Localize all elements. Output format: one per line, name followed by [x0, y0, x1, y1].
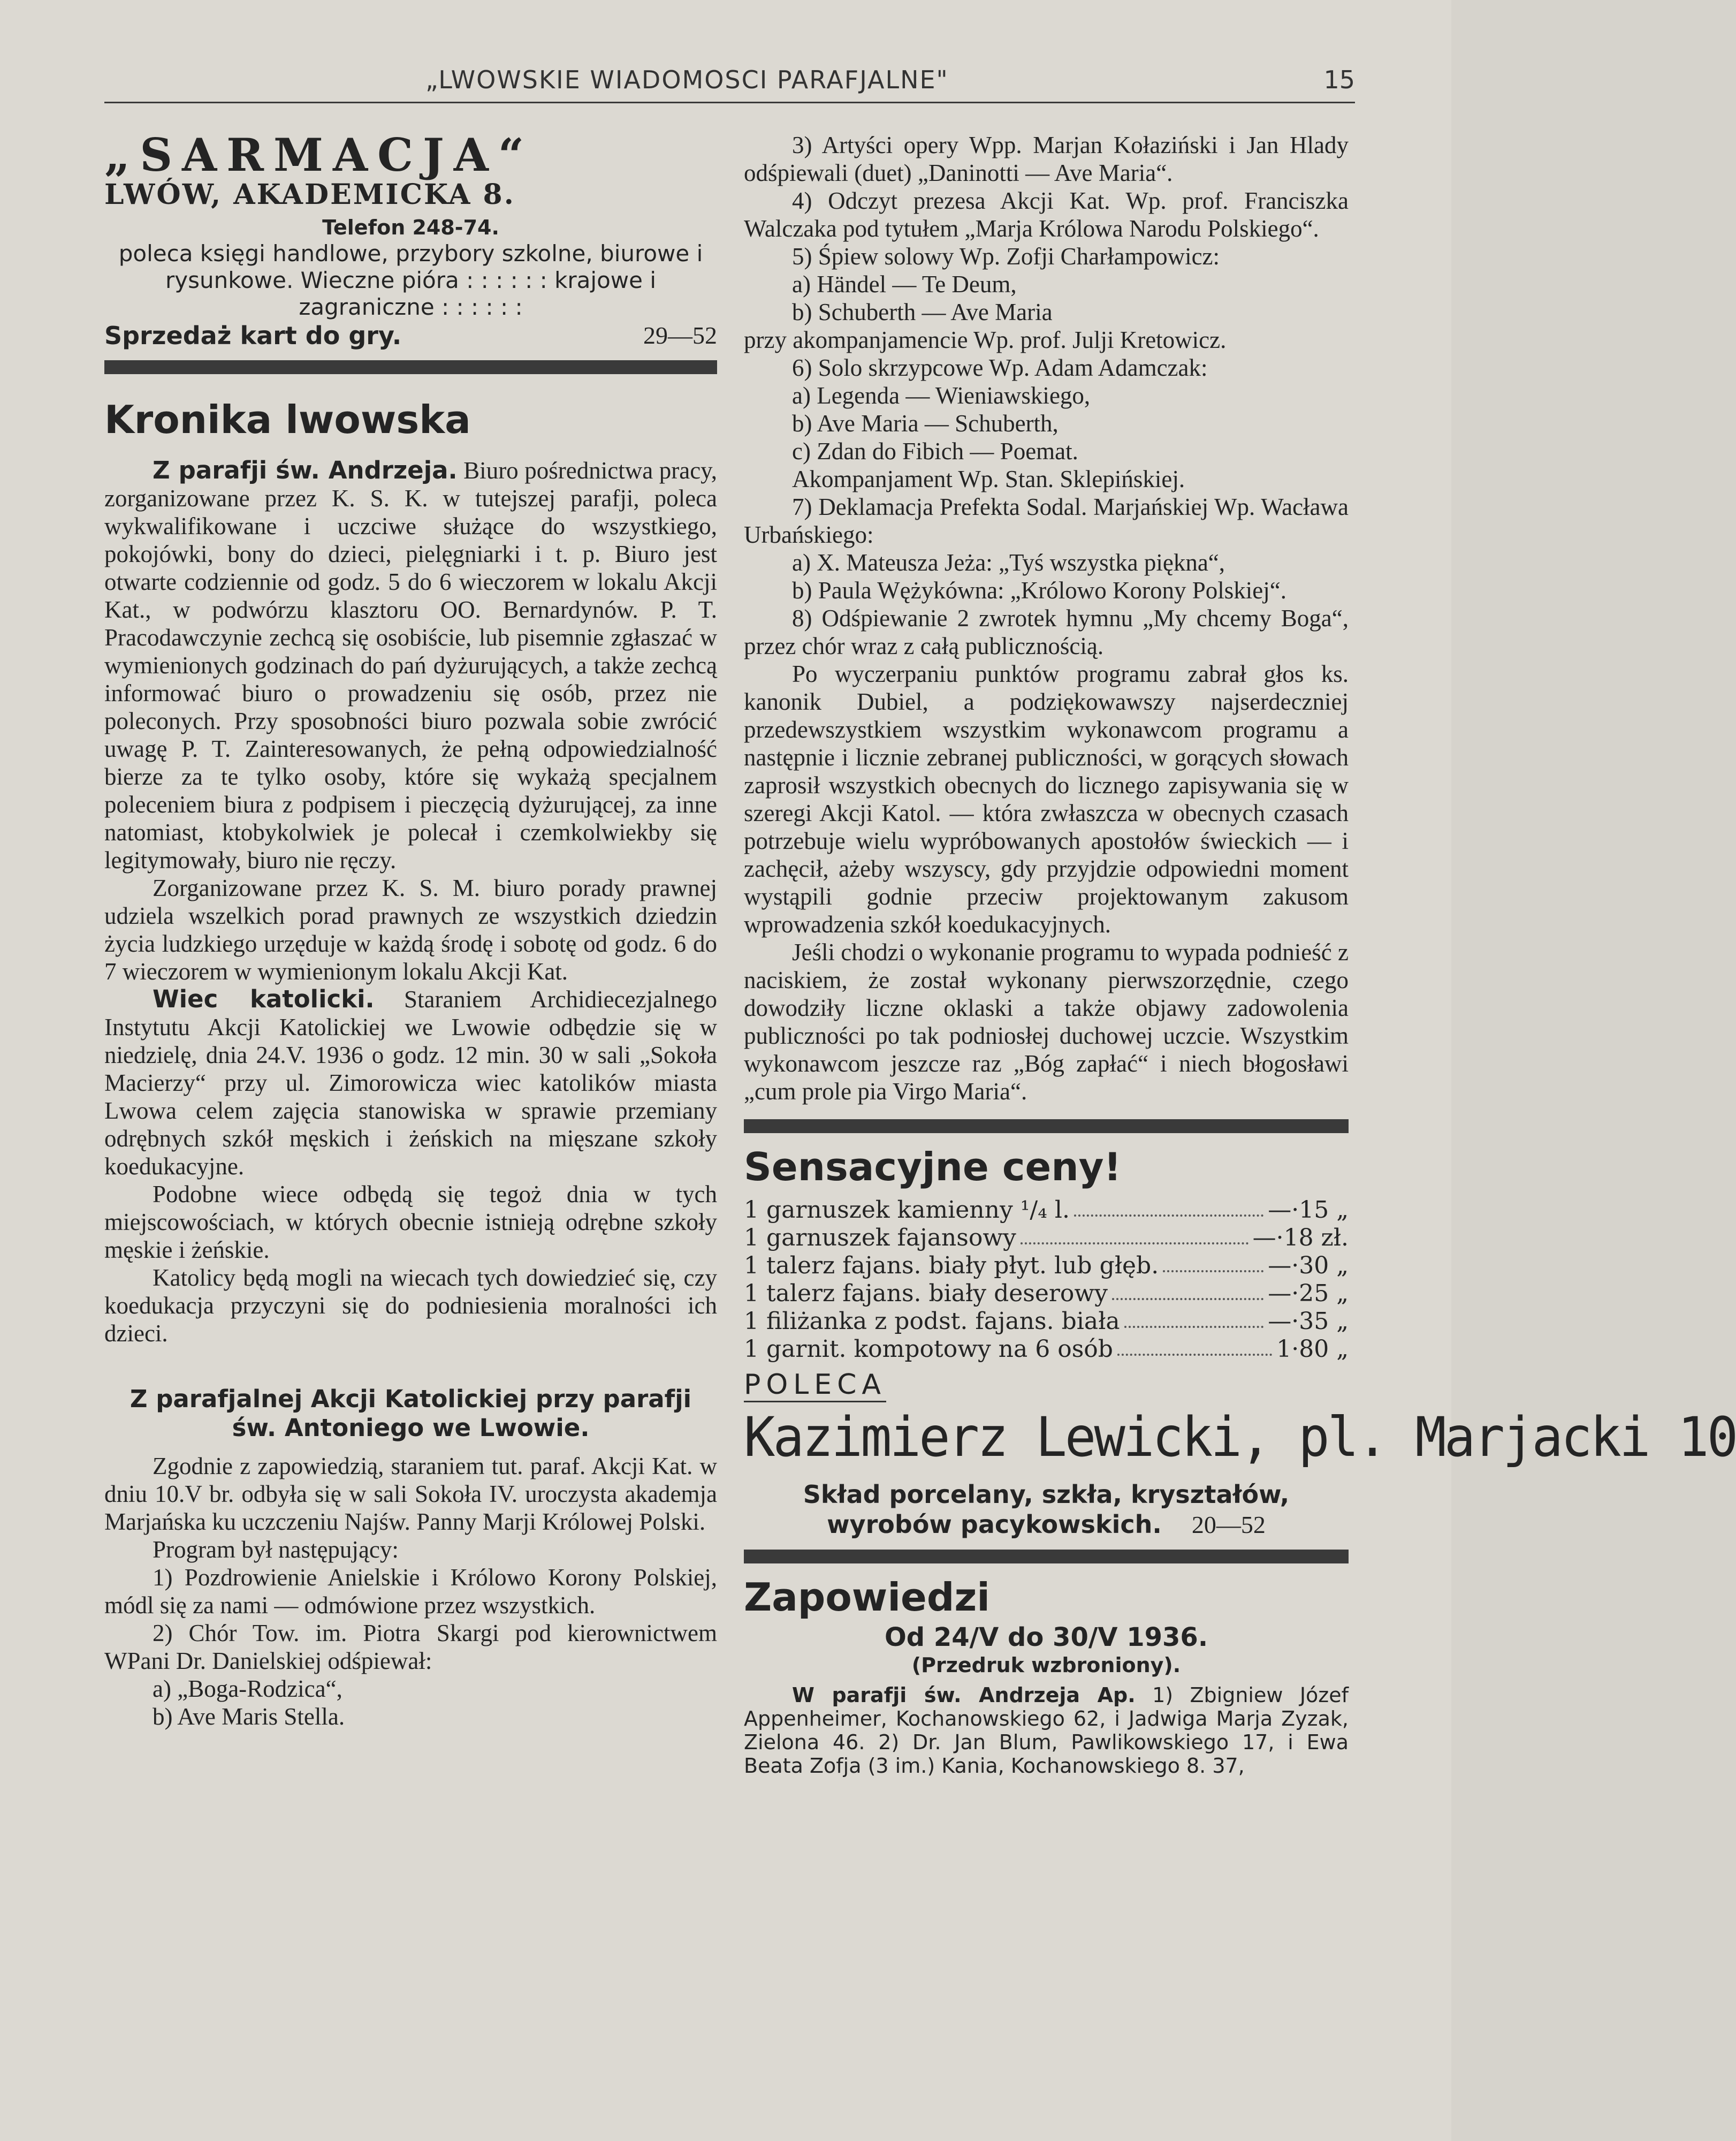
- kronika-paragraph-5: Katolicy będą mogli na wiecach tych dowiedzieć się, czy koedukacja przyczyni się do podniesienia moralności ich dzieci.: [104, 1264, 717, 1347]
- akcja-paragraph-2: Program był następujący:: [153, 1536, 399, 1563]
- price-item-value: —·15 „: [1268, 1196, 1349, 1224]
- price-item-name: 1 garnit. kompotowy na 6 osób: [744, 1335, 1113, 1363]
- page-header: [104, 63, 1355, 103]
- firm-name: Kazimierz Lewicki, pl. Marjacki 10: [744, 1406, 1736, 1469]
- page-number: 15: [1323, 65, 1355, 94]
- kronika-heading: Kronika lwowska: [104, 397, 471, 442]
- program-item-6d: Akompanjament Wp. Stan. Sklepińskiej.: [792, 466, 1185, 492]
- price-item-name: 1 talerz fajans. biały deserowy: [744, 1280, 1108, 1307]
- program-item-6a: a) Legenda — Wieniawskiego,: [792, 382, 1091, 409]
- program-item-3: 3) Artyści opery Wpp. Marjan Kołaziński i Jan Hlady odśpiewali (duet) „Daninotti — Ave Maria“.: [744, 132, 1349, 186]
- kronika-paragraph-2: Zorganizowane przez K. S. M. biuro porady prawnej udziela wszelkich porad prawnych ze wszystkich dziedzin życia ludzkiego urzęduje w każdą środę i sobotę od godz. 6 do 7 wieczorem w wymienionym lokalu Akcji Kat.: [104, 875, 717, 985]
- ad-phone: Telefon 248-74.: [322, 216, 499, 239]
- zapowiedzi-lead: W parafji św. Andrzeja Ap.: [792, 1683, 1136, 1707]
- dot-leader: [1112, 1280, 1263, 1300]
- program-item-6b: b) Ave Maria — Schuberth,: [792, 410, 1059, 437]
- zapowiedzi-heading: Zapowiedzi: [744, 1575, 990, 1620]
- prices-heading: Sensacyjne ceny!: [744, 1144, 1122, 1189]
- ad-code: 29—52: [643, 322, 717, 349]
- program-item-5b: b) Schuberth — Ave Maria: [792, 299, 1053, 325]
- program-item-1: 1) Pozdrowienie Anielskie i Królowo Korony Polskiej, módl się za nami — odmówione przez wszystkich.: [104, 1564, 717, 1619]
- price-row: [744, 1252, 1349, 1280]
- program-item-8: 8) Odśpiewanie 2 zwrotek hymnu „My chcemy Boga“, przez chór wraz z całą publicznością.: [744, 605, 1349, 659]
- zapowiedzi-text: [744, 1683, 1349, 1778]
- divider-rule: [744, 1119, 1349, 1133]
- zapowiedzi-body: 1) Zbigniew Józef Appenheimer, Kochanowskiego 62, i Jadwiga Marja Zyzak, Zielona 46. 2) Dr. Jan Blum, Pawlikowskiego 17, i Ewa Beata Zofja (3 im.) Kania, Kochanowskiego 8. 37,: [744, 1683, 1349, 1778]
- price-item-value: —·35 „: [1268, 1308, 1349, 1335]
- kronika-text-1: Biuro pośrednictwa pracy, zorganizowane przez K. S. K. w tutejszej parafji, poleca wykwalifikowane i uczciwe służące do wszystkiego, pokojówki, bony do dzieci, pielęgniarki i t. p. Biuro jest otwarte codziennie od godz. 5 do 6 wieczorem w lokalu Akcji Kat., w podwórzu klasztoru OO. Bernardynów. P. T. Pracodawczynie zechcą się osobiście, lub pisemnie zgłaszać w wymienionych godzinach do pań dyżurujących, a także zechcą informować biuro o prowadzeniu się osób, przez nie poleconych. Przy sposobności biuro pozwala sobie zwrócić uwagę P. T. Zainteresowanych, że pełną odpowiedzialność bierze za te tylko osoby, które się wykażą specjalnem poleceniem biura z podpisem i pieczęcią dyżurującej, za inne natomiast, ktobykolwiek je polecał i czemkolwiekby się legitymowały, biuro nie ręczy.: [104, 457, 717, 874]
- poleca-line: [744, 1369, 1349, 1402]
- price-item-value: —·25 „: [1268, 1280, 1349, 1307]
- price-item-value: 1·80 „: [1276, 1335, 1349, 1363]
- price-row: [744, 1196, 1349, 1224]
- program-item-2: 2) Chór Tow. im. Piotra Skargi pod kierownictwem WPani Dr. Danielskiej odśpiewał:: [104, 1620, 717, 1674]
- program-item-5a: a) Händel — Te Deum,: [792, 271, 1017, 298]
- ad-cards: Sprzedaż kart do gry.: [104, 321, 402, 350]
- kronika-paragraph-3: [104, 985, 717, 1180]
- program-item-6c: c) Zdan do Fibich — Poemat.: [792, 438, 1078, 465]
- divider-rule: [104, 360, 717, 374]
- price-row: [744, 1280, 1349, 1308]
- right-column: [744, 131, 1736, 1778]
- akcja-heading: Z parafjalnej Akcji Katolickiej przy parafji św. Antoniego we Lwowie.: [130, 1385, 692, 1442]
- price-item-value: —·30 „: [1268, 1252, 1349, 1279]
- dot-leader: [1021, 1224, 1248, 1244]
- price-row: [744, 1335, 1349, 1363]
- firm-description: [744, 1479, 1349, 1540]
- running-title: „LWOWSKIE WIADOMOSCI PARAFJALNE": [425, 65, 949, 94]
- sarmacja-ad: [104, 128, 717, 374]
- kronika-paragraph-4: Podobne wiece odbędą się tegoż dnia w tych miejscowościach, w których obecnie istnieją odrębne szkoły męskie i żeńskie.: [104, 1181, 717, 1263]
- kronika-paragraph-1: [104, 457, 717, 874]
- price-item-name: 1 garnuszek kamienny ¹/₄ l.: [744, 1196, 1070, 1224]
- closing-paragraph-1: Po wyczerpaniu punktów programu zabrał głos ks. kanonik Dubiel, a podziękowawszy najserdeczniej przedewszystkiem wszystkim wykonawcom programu a następnie i licznie zebranej publiczności, w gorących słowach zaprosił wszystkich obecnych do licznego zapisywania się w szeregi Akcji Katol. — która zwłaszcza w obecnych czasach potrzebuje wielu wypróbowanych apostołów świeckich — i zachęcił, ażeby wszyscy, gdy przyjdzie odpowiedni moment wystąpili godnie przeciw projektowanym zakusom wprowadzenia szkół koedukacyjnych.: [744, 660, 1349, 938]
- dot-leader: [1117, 1335, 1272, 1356]
- left-column: [104, 128, 718, 1730]
- price-item-name: 1 talerz fajans. biały płyt. lub głęb.: [744, 1252, 1159, 1279]
- program-item-5: 5) Śpiew solowy Wp. Zofji Charłampowicz:: [792, 243, 1220, 270]
- price-row: [744, 1224, 1349, 1252]
- program-item-5c: przy akompanjamencie Wp. prof. Julji Kretowicz.: [744, 327, 1227, 353]
- program-item-6: 6) Solo skrzypcowe Wp. Adam Adamczak:: [792, 354, 1208, 381]
- price-list: [744, 1196, 1349, 1363]
- program-item-2a: a) „Boga-Rodzica“,: [153, 1675, 342, 1702]
- dot-leader: [1124, 1308, 1264, 1328]
- ad-title: „SARMACJA“: [104, 128, 534, 181]
- price-item-name: 1 filiżanka z podst. fajans. biała: [744, 1308, 1120, 1335]
- kronika-text-3: Staraniem Archidiecezjalnego Instytutu Akcji Katolickiej we Lwowie odbędzie się w niedzielę, dnia 24.V. 1936 o godz. 12 min. 30 w sali „Sokoła Macierzy“ przy ul. Zimorowicza wiec katolików miasta Lwowa celem zajęcia stanowiska w sprawie przemiany odrębnych szkół męskich i żeńskich na mięszane szkoły koedukacyjne.: [104, 986, 718, 1180]
- zapowiedzi-dates: Od 24/V do 30/V 1936.: [884, 1622, 1208, 1652]
- program-item-2b: b) Ave Maris Stella.: [153, 1703, 345, 1730]
- price-item-value: —·18 zł.: [1252, 1224, 1349, 1251]
- kronika-lead-1: Z parafji św. Andrzeja.: [153, 456, 458, 484]
- ad-body: poleca księgi handlowe, przybory szkolne, biurowe i rysunkowe. Wieczne pióra : : : : : : krajowe i zagraniczne : : : : : :: [118, 240, 703, 320]
- program-item-7: 7) Deklamacja Prefekta Sodal. Marjańskiej Wp. Wacława Urbańskiego:: [744, 494, 1349, 548]
- dot-leader: [1074, 1196, 1263, 1217]
- program-item-7b: b) Paula Wężykówna: „Królowo Korony Polskiej“.: [792, 577, 1286, 604]
- closing-paragraph-2: Jeśli chodzi o wykonanie programu to wypada podnieść z naciskiem, że został wykonany pierwszorzędnie, czego dowodziły liczne oklaski a także objawy zadowolenia publiczności po tak podniosłej duchowej uczcie. Wszystkim wykonawcom jeszcze raz „Bóg zapłać“ i niech błogosławi „cum prole pia Virgo Maria“.: [744, 939, 1349, 1105]
- dot-leader: [1163, 1252, 1263, 1272]
- kronika-lead-3: Wiec katolicki.: [153, 985, 375, 1013]
- price-row: [744, 1308, 1349, 1335]
- akcja-paragraph-1: Zgodnie z zapowiedzią, staraniem tut. paraf. Akcji Kat. w dniu 10.V br. odbyła się w sali Sokoła IV. uroczysta akademja Marjańska ku uczczeniu Najśw. Panny Marji Królowej Polski.: [104, 1453, 717, 1535]
- ad-address: LWÓW, AKADEMICKA 8.: [104, 178, 515, 211]
- price-item-name: 1 garnuszek fajansowy: [744, 1224, 1016, 1251]
- zapowiedzi-reprint: (Przedruk wzbroniony).: [911, 1653, 1181, 1677]
- divider-rule: [744, 1550, 1349, 1563]
- ad-footer: [104, 321, 717, 351]
- program-item-4: 4) Odczyt prezesa Akcji Kat. Wp. prof. Franciszka Walczaka pod tytułem „Marja Królowa Narodu Polskiego“.: [744, 187, 1349, 242]
- program-item-7a: a) X. Mateusza Jeża: „Tyś wszystka piękna“,: [792, 549, 1225, 576]
- firm-description-text: Skład porcelany, szkła, kryształów, wyrobów pacykowskich.: [803, 1480, 1290, 1539]
- poleca-label: POLECA: [744, 1369, 886, 1402]
- firm-code: 20—52: [1191, 1511, 1266, 1538]
